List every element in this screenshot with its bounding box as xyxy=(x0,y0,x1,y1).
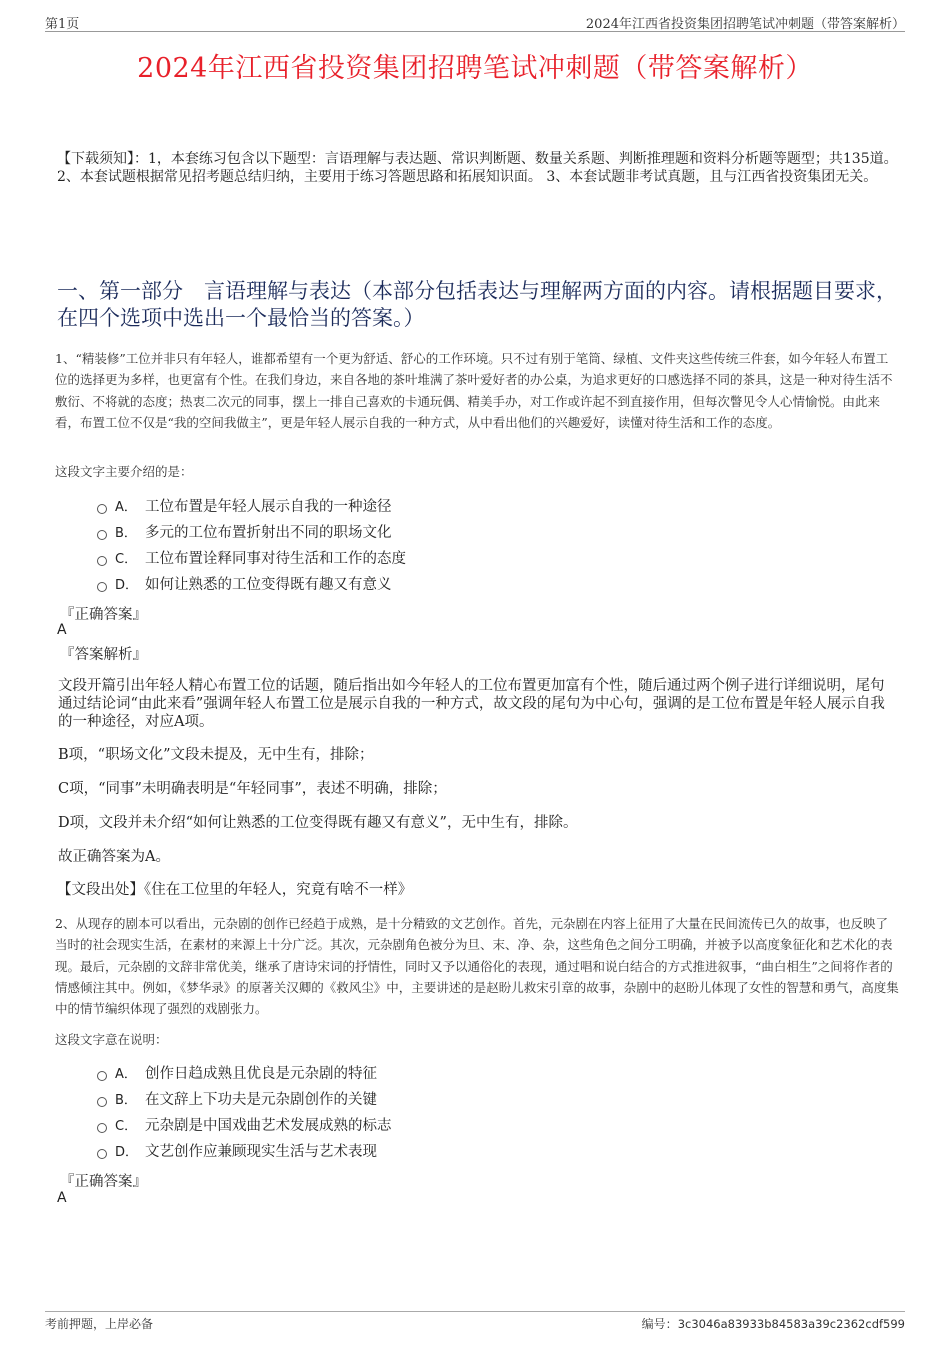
q1-analysis-main: 文段开篇引出年轻人精心布置工位的话题，随后指出如今年轻人的工位布置更加富有个性，随后通过两个例子进行详细说明，尾句通过结论词“由此来看”强调年轻人布置工位是展示自我的一种方式，故文段的尾句为中心句，强调的是工位布置是年轻人展示自我的一种途径，对应A项。 xyxy=(58,678,885,730)
radio-icon[interactable] xyxy=(97,1097,107,1107)
download-notice: 【下载须知】：1，本套练习包含以下题型：言语理解与表达题、常识判断题、数量关系题、判断推理题和资料分析题等题型；共135道。 2、本套试题根据常见招考题总结归纳，主要用于练习答题思路和拓展知识面。 3、本套试题非考试真题，且与江西省投资集团无关。 xyxy=(57,151,898,185)
q1-option-a[interactable] xyxy=(97,496,392,518)
footer-code xyxy=(642,1315,905,1332)
q2-answer-label: 『正确答案』 xyxy=(60,1174,147,1190)
question-1-text: 1、“精装修”工位并非只有年轻人，谁都希望有一个更为舒适、舒心的工作环境。只不过有别于笔筒、绿植、文件夹这些传统三件套，如今年轻人布置工位的选择更为多样，也更富有个性。在我们身边，来自各地的茶叶堆满了茶叶爱好者的办公桌，为追求更好的口感选择不同的茶具，这是一种对待生活不敷衍、不将就的态度；热衷二次元的同事，摆上一排自己喜欢的卡通玩偶、精美手办，对工作或许起不到直接作用，但每次瞥见令人心情愉悦。由此来看，布置工位不仅是“我的空间我做主”，更是年轻人展示自我的一种方式，从中看出他们的兴趣爱好，读懂对待生活和工作的态度。 xyxy=(55,351,893,430)
q1-answer-label: 『正确答案』 xyxy=(60,607,147,623)
page-title: 2024年江西省投资集团招聘笔试冲刺题（带答案解析） xyxy=(137,53,813,84)
q2-option-c[interactable] xyxy=(97,1115,392,1137)
option-letter: B． xyxy=(115,1093,137,1108)
footer-divider xyxy=(45,1311,905,1312)
header-doc-title: 2024年江西省投资集团招聘笔试冲刺题（带答案解析） xyxy=(585,17,905,32)
q1-option-d[interactable] xyxy=(97,574,392,596)
q1-option-c[interactable] xyxy=(97,548,406,570)
question-2-text: 2、从现存的剧本可以看出，元杂剧的创作已经趋于成熟，是十分精致的文艺创作。首先，元杂剧在内容上征用了大量在民间流传已久的故事，也反映了当时的社会现实生活，在素材的来源上十分广泛。其次，元杂剧角色被分为旦、末、净、杂，这些角色之间分工明确，并被予以高度象征化和艺术化的表现。最后，元杂剧的文辞非常优美，继承了唐诗宋词的抒情性，同时又予以通俗化的表现，通过唱和说白结合的方式推进叙事，“曲白相生”之间将作者的情感倾注其中。例如，《梦华录》的原著关汉卿的《救风尘》中，主要讲述的是赵盼儿救宋引章的故事，杂剧中的赵盼儿体现了女性的智慧和勇气，高度集中的情节编织体现了强烈的戏剧张力。 xyxy=(55,916,899,1017)
section-heading: 一、第一部分 言语理解与表达（本部分包括表达与理解两方面的内容。请根据题目要求，在四个选项中选出一个最恰当的答案。） xyxy=(57,279,897,330)
radio-icon[interactable] xyxy=(97,1071,107,1081)
radio-icon[interactable] xyxy=(97,582,107,592)
q1-conclusion: 故正确答案为A。 xyxy=(58,849,170,865)
option-letter: C． xyxy=(115,552,138,567)
option-letter: A． xyxy=(115,1067,137,1082)
header-divider xyxy=(45,31,905,32)
option-text: 如何让熟悉的工位变得既有趣又有意义 xyxy=(145,577,392,593)
q1-source: 【文段出处】《住在工位里的年轻人，究竟有啥不一样》 xyxy=(57,882,413,898)
q2-option-a[interactable] xyxy=(97,1063,377,1085)
footer-slogan: 考前押题，上岸必备 xyxy=(45,1317,154,1331)
question-2-prompt: 这段文字意在说明： xyxy=(55,1032,168,1047)
q1-analysis-c: C项，“同事”未明确表明是“年轻同事”，表述不明确，排除； xyxy=(58,781,447,797)
option-text: 多元的工位布置折射出不同的职场文化 xyxy=(145,525,392,541)
option-text: 工位布置诠释同事对待生活和工作的态度 xyxy=(145,551,406,567)
footer-code-value: 3c3046a83933b84583a39c2362cdf599 xyxy=(677,1317,905,1331)
option-letter: D． xyxy=(115,1145,139,1160)
option-text: 工位布置是年轻人展示自我的一种途径 xyxy=(145,499,392,515)
option-text: 文艺创作应兼顾现实生活与艺术表现 xyxy=(145,1144,377,1160)
radio-icon[interactable] xyxy=(97,1149,107,1159)
q1-analysis-d: D项，文段并未介绍“如何让熟悉的工位变得既有趣又有意义”，无中生有，排除。 xyxy=(58,815,578,831)
option-letter: A． xyxy=(115,500,137,515)
option-letter: C． xyxy=(115,1119,138,1134)
option-text: 在文辞上下功夫是元杂剧创作的关键 xyxy=(145,1092,377,1108)
q1-option-b[interactable] xyxy=(97,522,392,544)
radio-icon[interactable] xyxy=(97,1123,107,1133)
q2-option-b[interactable] xyxy=(97,1089,377,1111)
option-letter: B． xyxy=(115,526,137,541)
radio-icon[interactable] xyxy=(97,504,107,514)
radio-icon[interactable] xyxy=(97,530,107,540)
option-letter: D． xyxy=(115,578,139,593)
radio-icon[interactable] xyxy=(97,556,107,566)
footer-code-label: 编号： xyxy=(641,1317,678,1331)
q2-answer: A xyxy=(57,1190,67,1206)
q1-answer: A xyxy=(57,622,67,638)
option-text: 创作日趋成熟且优良是元杂剧的特征 xyxy=(145,1066,377,1082)
q1-analysis-label: 『答案解析』 xyxy=(60,647,147,663)
q2-option-d[interactable] xyxy=(97,1141,377,1163)
option-text: 元杂剧是中国戏曲艺术发展成熟的标志 xyxy=(145,1118,392,1134)
q1-analysis-b: B项，“职场文化”文段未提及，无中生有，排除； xyxy=(58,747,374,763)
page-number: 第1页 xyxy=(45,17,80,32)
question-1-prompt: 这段文字主要介绍的是： xyxy=(55,464,193,479)
